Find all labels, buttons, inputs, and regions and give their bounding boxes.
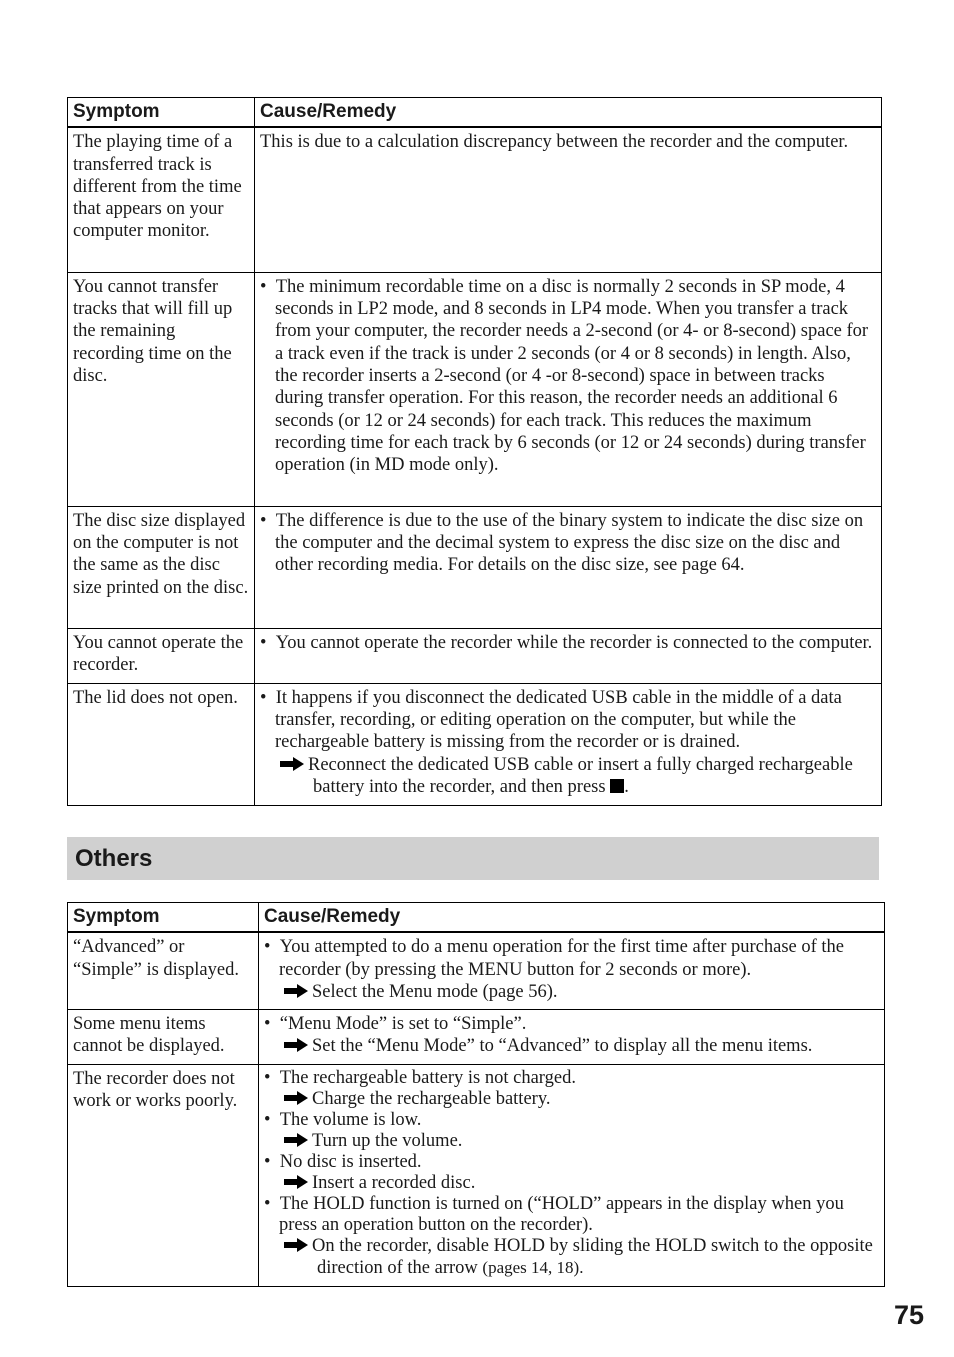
bullet-text: The HOLD function is turned on (“HOLD” appears in the display when you press an operation button on the recorder). [279,1194,844,1236]
bullet-item: • You attempted to do a menu operation for the first time after purchase of the recorder (by pressing the MENU button for 2 seconds or more). [264,937,844,980]
table-row [68,932,885,1009]
remedy-text: Select the Menu mode (page 56). [312,981,558,1002]
remedy-item [284,1089,879,1110]
arrow-right-icon [284,981,312,1003]
cause-cell: This is due to a calculation discrepancy between the recorder and the computer. [255,127,882,272]
bullet-item: • The HOLD function is turned on (“HOLD” appears in the display when you press an operation button on the recorder). [264,1194,844,1236]
remedy-text: On the recorder, disable HOLD by sliding the HOLD switch to the opposite direction of the arrow [312,1236,873,1279]
troubleshooting-table-2 [67,902,885,1287]
table-row [68,127,882,272]
table-header-row [68,903,885,933]
column-header-cause-remedy: Cause/Remedy [255,98,882,128]
page-number: 75 [893,1300,924,1330]
bullet-item: • No disc is inserted. [264,1152,422,1173]
remedy-text-end: . [624,776,629,797]
arrow-right-icon [280,754,308,776]
remedy-text: Turn up the volume. [312,1131,463,1152]
table-row [68,628,882,683]
bullet-text: The difference is due to the use of the binary system to indicate the disc size on the computer and the decimal system to express the disc size on the disc and other recording media. For details on the disc size, see page 64. [275,510,864,576]
cause-cell [259,1065,885,1287]
column-header-symptom: Symptom [68,98,255,128]
table-row [68,683,882,805]
remedy-item [284,1131,879,1152]
cause-cell [255,683,882,805]
symptom-cell: The playing time of a transferred track is different from the time that appears on your computer monitor. [68,127,255,272]
remedy-item [280,754,876,799]
bullet-text: You cannot operate the recorder while the recorder is connected to the computer. [275,632,873,653]
cause-cell [259,932,885,1009]
symptom-cell: Some menu items cannot be displayed. [68,1010,259,1065]
remedy-text: Charge the rechargeable battery. [312,1089,551,1110]
cause-cell [255,628,882,683]
symptom-cell: “Advanced” or “Simple” is displayed. [68,932,259,1009]
column-header-symptom: Symptom [68,903,259,933]
bullet-text: The volume is low. [279,1110,422,1131]
troubleshooting-table-1 [67,97,882,806]
symptom-cell: The lid does not open. [68,683,255,805]
cause-cell [255,506,882,628]
stop-icon [610,779,624,793]
cause-cell [259,1010,885,1065]
bullet-item: • The volume is low. [264,1110,422,1131]
bullet-item: • You cannot operate the recorder while the recorder is connected to the computer. [260,632,873,653]
remedy-text: Insert a recorded disc. [312,1173,476,1194]
remedy-text: Reconnect the dedicated USB cable or insert a fully charged rechargeable battery into the recorder, and then press [308,754,853,797]
table-row [68,1065,885,1287]
remedy-item [284,981,879,1003]
symptom-cell: The recorder does not work or works poorly. [68,1065,259,1287]
table-row [68,506,882,628]
remedy-item [284,1173,879,1194]
column-header-cause-remedy: Cause/Remedy [259,903,885,933]
bullet-item: • The rechargeable battery is not charged. [264,1068,576,1089]
remedy-item [284,1236,879,1279]
remedy-text: Set the “Menu Mode” to “Advanced” to display all the menu items. [312,1036,813,1057]
bullet-text: The minimum recordable time on a disc is normally 2 seconds in SP mode, 4 seconds in LP2 mode, and 8 seconds in LP4 mode. When you transfer a track from your computer, the recorder needs a 2-second (or 4- or 8-second) space for a track even if the track is under 2 seconds (or 4 or 8 seconds) in length. Also, the recorder inserts a 2-second (or 4 -or 8-second) space in between tracks during transfer operation. For this reason, the recorder needs an additional 6 seconds (or 12 or 24 seconds) for each track. This reduces the maximum recording time for each track by 6 seconds (or 12 or 24 seconds) during transfer operation (in MD mode only). [275,276,869,476]
bullet-text: You attempted to do a menu operation for the first time after purchase of the recorder (by pressing the MENU button for 2 seconds or more). [279,937,844,980]
bullet-text: It happens if you disconnect the dedicated USB cable in the middle of a data transfer, recording, or editing operation on the computer, but while the rechargeable battery is missing from the recorder or is drained. [275,687,842,753]
table-row [68,272,882,506]
bullet-item: • “Menu Mode” is set to “Simple”. [264,1014,527,1035]
arrow-right-icon [284,1236,312,1257]
arrow-right-icon [284,1035,312,1057]
bullet-text: No disc is inserted. [279,1152,422,1173]
arrow-right-icon [284,1131,312,1152]
bullet-text: “Menu Mode” is set to “Simple”. [279,1014,527,1035]
bullet-item: • The difference is due to the use of the binary system to indicate the disc size on the computer and the decimal system to express the disc size on the disc and other recording media. For details on the disc size, see page 64. [260,510,864,576]
table-row [68,1010,885,1065]
table-header-row [68,98,882,128]
section-header-others: Others [67,837,879,880]
symptom-cell: You cannot operate the recorder. [68,628,255,683]
remedy-item [284,1035,879,1057]
cause-cell [255,272,882,506]
bullet-text: The rechargeable battery is not charged. [279,1068,576,1089]
symptom-cell: The disc size displayed on the computer is not the same as the disc size printed on the disc. [68,506,255,628]
symptom-cell: You cannot transfer tracks that will fill up the remaining recording time on the disc. [68,272,255,506]
arrow-right-icon [284,1089,312,1110]
bullet-item: • The minimum recordable time on a disc is normally 2 seconds in SP mode, 4 seconds in LP2 mode, and 8 seconds in LP4 mode. When you transfer a track from your computer, the recorder needs a 2-second (or 4- or 8-second) space for a track even if the track is under 2 seconds (or 4 or 8 seconds) in length. Also, the recorder inserts a 2-second (or 4 -or 8-second) space in between tracks during transfer operation. For this reason, the recorder needs an additional 6 seconds (or 12 or 24 seconds) for each track. This reduces the maximum recording time for each track by 6 seconds (or 12 or 24 seconds) during transfer operation (in MD mode only). [260,276,869,476]
page-reference: (pages 14, 18). [482,1258,584,1278]
arrow-right-icon [284,1173,312,1194]
bullet-item: • It happens if you disconnect the dedicated USB cable in the middle of a data transfer, recording, or editing operation on the computer, but while the rechargeable battery is missing from the recorder or is drained. [260,687,842,753]
